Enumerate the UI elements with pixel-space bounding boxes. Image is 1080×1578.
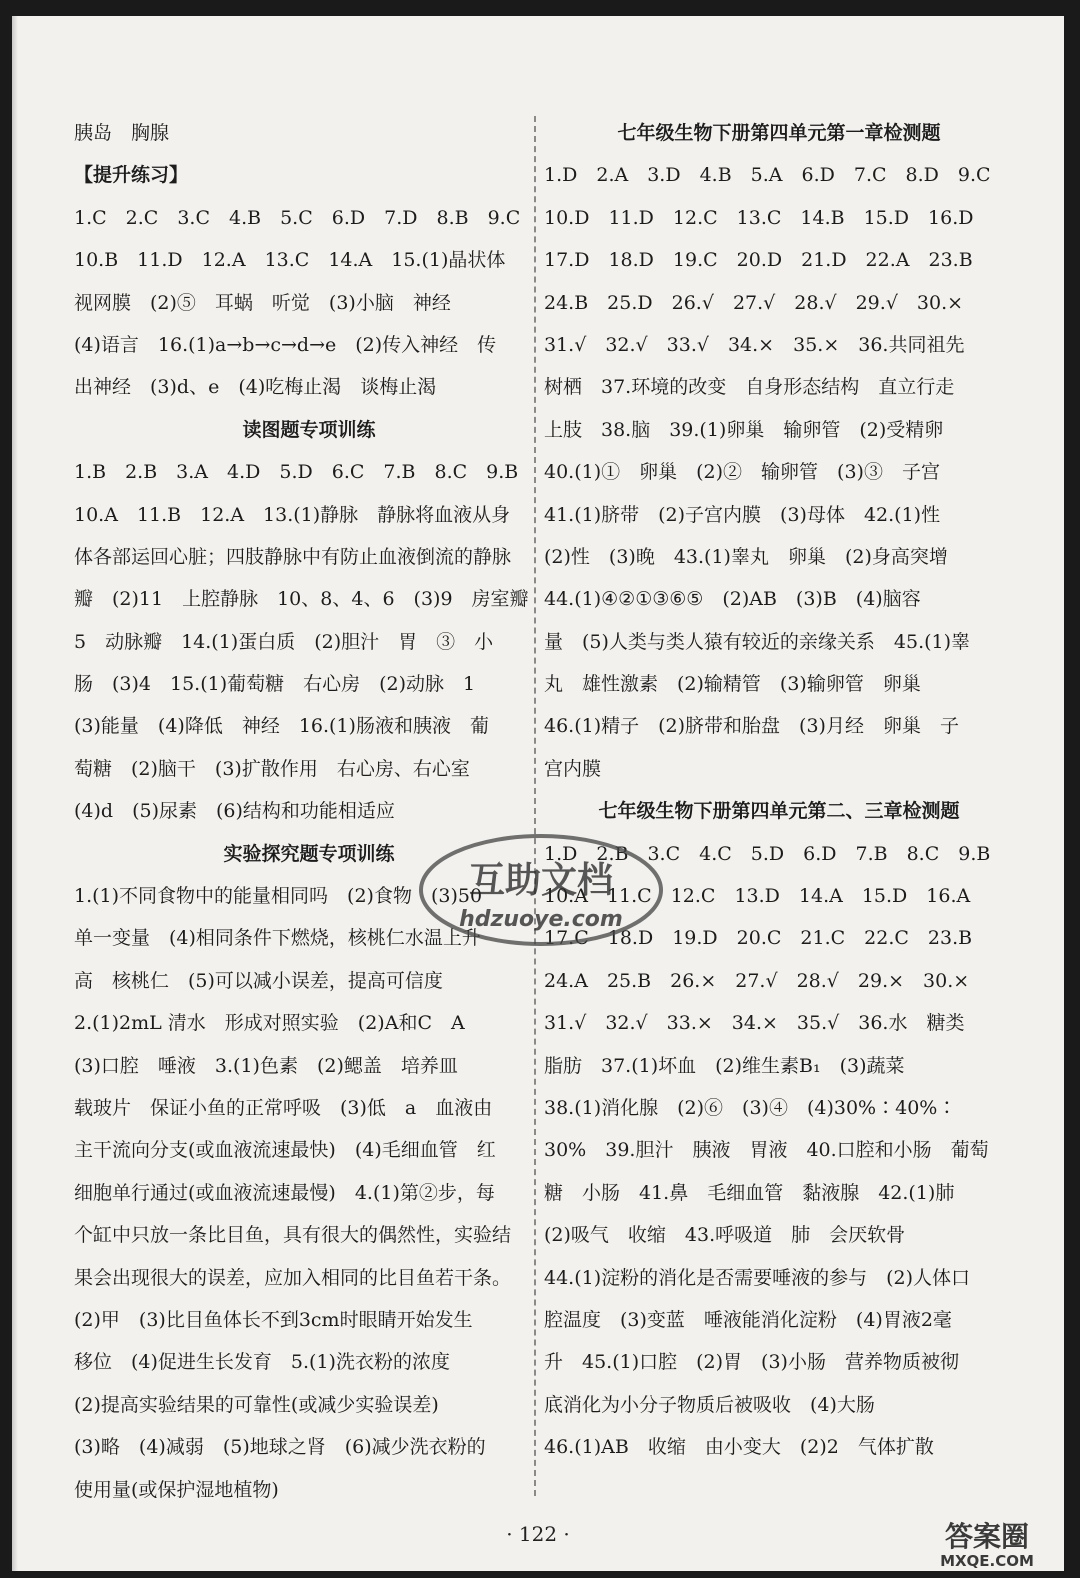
logo-url: MXQE.COM (940, 1552, 1034, 1570)
scan-edge (12, 16, 18, 1571)
right-line-32: 46.(1)AB 收缩 由小变大 (2)2 气体扩散 (544, 1436, 934, 1459)
left-line-1: 胰岛 胸腺 (74, 122, 170, 144)
left-line-24: 载玻片 保证小鱼的正常呼吸 (3)低 a 血液由 (74, 1096, 493, 1119)
right-line-5: 24.B 25.D 26.√ 27.√ 28.√ 29.√ 30.× (544, 291, 964, 314)
right-line-31: 底消化为小分子物质后被吸收 (4)大肠 (544, 1393, 875, 1416)
left-line-4: 10.B 11.D 12.A 13.C 14.A 15.(1)晶状体 (74, 249, 506, 272)
left-heading-reading: 读图题专项训练 (242, 418, 376, 441)
left-line-17: (4)d (5)尿素 (6)结构和功能相适应 (74, 800, 395, 823)
right-line-12: 44.(1)④②①③⑥⑤ (2)AB (3)B (4)脑容 (544, 588, 921, 611)
right-line-20: 17.C 18.D 19.D 20.C 21.C 22.C 23.B (544, 927, 973, 950)
right-line-16: 宫内膜 (544, 757, 602, 780)
right-line-19: 10.A 11.C 12.C 13.D 14.A 15.D 16.A (544, 885, 971, 908)
left-heading-experiment: 实验探究题专项训练 (223, 842, 395, 865)
logo-text: 答案圈 (944, 1520, 1030, 1553)
watermark-stamp (416, 830, 666, 950)
left-line-12: 瓣 (2)11 上腔静脉 10、8、4、6 (3)9 房室瓣 (74, 588, 529, 611)
right-line-11: (2)性 (3)晚 43.(1)睾丸 卵巢 (2)身高突增 (544, 545, 948, 568)
left-line-28: 果会出现很大的误差，应加入相同的比目鱼若干条。 (74, 1266, 512, 1289)
watermark-title: 互助文档 (468, 860, 614, 901)
right-line-23: 脂肪 37.(1)坏血 (2)维生素B₁ (3)蔬菜 (544, 1054, 905, 1077)
left-line-13: 5 动脉瓣 14.(1)蛋白质 (2)胆汁 胃 ③ 小 (74, 630, 494, 653)
right-column (544, 112, 1014, 1469)
left-line-5: 视网膜 (2)⑤ 耳蜗 听觉 (3)小脑 神经 (74, 291, 451, 314)
right-line-21: 24.A 25.B 26.× 27.√ 28.√ 29.× 30.× (544, 969, 970, 992)
left-line-23: (3)口腔 唾液 3.(1)色素 (2)鳃盖 培养皿 (74, 1054, 458, 1077)
left-line-14: 肠 (3)4 15.(1)葡萄糖 右心房 (2)动脉 1 (74, 673, 476, 696)
right-line-26: 糖 小肠 41.鼻 毛细血管 黏液腺 42.(1)肺 (544, 1181, 955, 1204)
document-page (12, 16, 1064, 1571)
left-line-15: (3)能量 (4)降低 神经 16.(1)肠液和胰液 葡 (74, 715, 489, 738)
right-line-18: 1.D 2.B 3.C 4.C 5.D 6.D 7.B 8.C 9.B (544, 842, 991, 865)
left-line-26: 细胞单行通过(或血液流速最慢) 4.(1)第②步，每 (74, 1181, 495, 1204)
left-line-27: 个缸中只放一条比目鱼，具有很大的偶然性，实验结 (74, 1224, 512, 1247)
left-line-29: (2)甲 (3)比目鱼体长不到3cm时眼睛开始发生 (74, 1308, 473, 1331)
right-line-10: 41.(1)脐带 (2)子宫内膜 (3)母体 42.(1)性 (544, 503, 941, 526)
right-line-25: 30% 39.胆汁 胰液 胃液 40.口腔和小肠 葡萄 (544, 1139, 989, 1162)
left-line-31: (2)提高实验结果的可靠性(或减少实验误差) (74, 1393, 439, 1416)
left-line-9: 1.B 2.B 3.A 4.D 5.D 6.C 7.B 8.C 9.B (74, 461, 519, 484)
right-line-4: 17.D 18.D 19.C 20.D 21.D 22.A 23.B (544, 249, 973, 272)
right-line-29: 腔温度 (3)变蓝 唾液能消化淀粉 (4)胃液2毫 (544, 1308, 952, 1331)
left-line-3: 1.C 2.C 3.C 4.B 5.C 6.D 7.D 8.B 9.C (74, 206, 521, 229)
left-line-32: (3)略 (4)减弱 (5)地球之肾 (6)减少洗衣粉的 (74, 1436, 486, 1459)
left-line-10: 10.A 11.B 12.A 13.(1)静脉 静脉将血液从身 (74, 503, 511, 526)
left-line-25: 主干流向分支(或血液流速最快) (4)毛细血管 红 (74, 1139, 496, 1162)
left-line-7: 出神经 (3)d、e (4)吃梅止渴 谈梅止渴 (74, 376, 437, 399)
right-line-15: 46.(1)精子 (2)脐带和胎盘 (3)月经 卵巢 子 (544, 715, 959, 738)
right-line-3: 10.D 11.D 12.C 13.C 14.B 15.D 16.D (544, 206, 974, 229)
left-line-30: 移位 (4)促进生长发育 5.(1)洗衣粉的浓度 (74, 1351, 450, 1374)
right-line-13: 量 (5)人类与类人猿有较近的亲缘关系 45.(1)睾 (544, 630, 971, 653)
right-line-9: 40.(1)① 卵巢 (2)② 输卵管 (3)③ 子宫 (544, 461, 940, 484)
left-line-16: 萄糖 (2)脑干 (3)扩散作用 右心房、右心室 (74, 757, 470, 780)
right-line-28: 44.(1)淀粉的消化是否需要唾液的参与 (2)人体口 (544, 1266, 971, 1289)
left-line-6: (4)语言 16.(1)a→b→c→d→e (2)传入神经 传 (74, 333, 497, 356)
left-line-19: 1.(1)不同食物中的能量相同吗 (2)食物 (3)50 (74, 885, 483, 908)
right-line-6: 31.√ 32.√ 33.√ 34.× 35.× 36.共同祖先 (544, 333, 965, 356)
right-line-30: 升 45.(1)口腔 (2)胃 (3)小肠 营养物质被彻 (544, 1351, 959, 1374)
right-line-2: 1.D 2.A 3.D 4.B 5.A 6.D 7.C 8.D 9.C (544, 164, 991, 187)
left-section-tag: 【提升练习】 (74, 164, 189, 187)
right-heading-chapter2-3: 七年级生物下册第四单元第二、三章检测题 (598, 800, 960, 823)
right-heading-chapter1: 七年级生物下册第四单元第一章检测题 (617, 122, 941, 144)
right-line-27: (2)吸气 收缩 43.呼吸道 肺 会厌软骨 (544, 1224, 906, 1247)
left-line-21: 高 核桃仁 (5)可以减小误差，提高可信度 (74, 969, 443, 992)
right-line-8: 上肢 38.脑 39.(1)卵巢 输卵管 (2)受精卵 (544, 418, 944, 441)
right-line-22: 31.√ 32.√ 33.× 34.× 35.√ 36.水 糖类 (544, 1012, 965, 1035)
right-line-24: 38.(1)消化腺 (2)⑥ (3)④ (4)30%∶40%∶ (544, 1096, 957, 1119)
left-line-33: 使用量(或保护湿地植物) (74, 1478, 279, 1501)
watermark-url: hdzuoye.com (459, 907, 623, 932)
right-line-14: 丸 雄性激素 (2)输精管 (3)输卵管 卵巢 (544, 673, 921, 696)
right-line-7: 树栖 37.环境的改变 自身形态结构 直立行走 (544, 376, 955, 399)
left-line-22: 2.(1)2mL 清水 形成对照实验 (2)A和C A (74, 1012, 465, 1035)
column-divider (534, 116, 536, 1496)
left-column (74, 112, 544, 1511)
corner-logo (912, 1516, 1062, 1571)
left-line-20: 单一变量 (4)相同条件下燃烧，核桃仁水温上升 (74, 927, 481, 950)
left-line-11: 体各部运回心脏；四肢静脉中有防止血液倒流的静脉 (74, 545, 512, 568)
page-number: · 122 · (506, 1522, 570, 1546)
